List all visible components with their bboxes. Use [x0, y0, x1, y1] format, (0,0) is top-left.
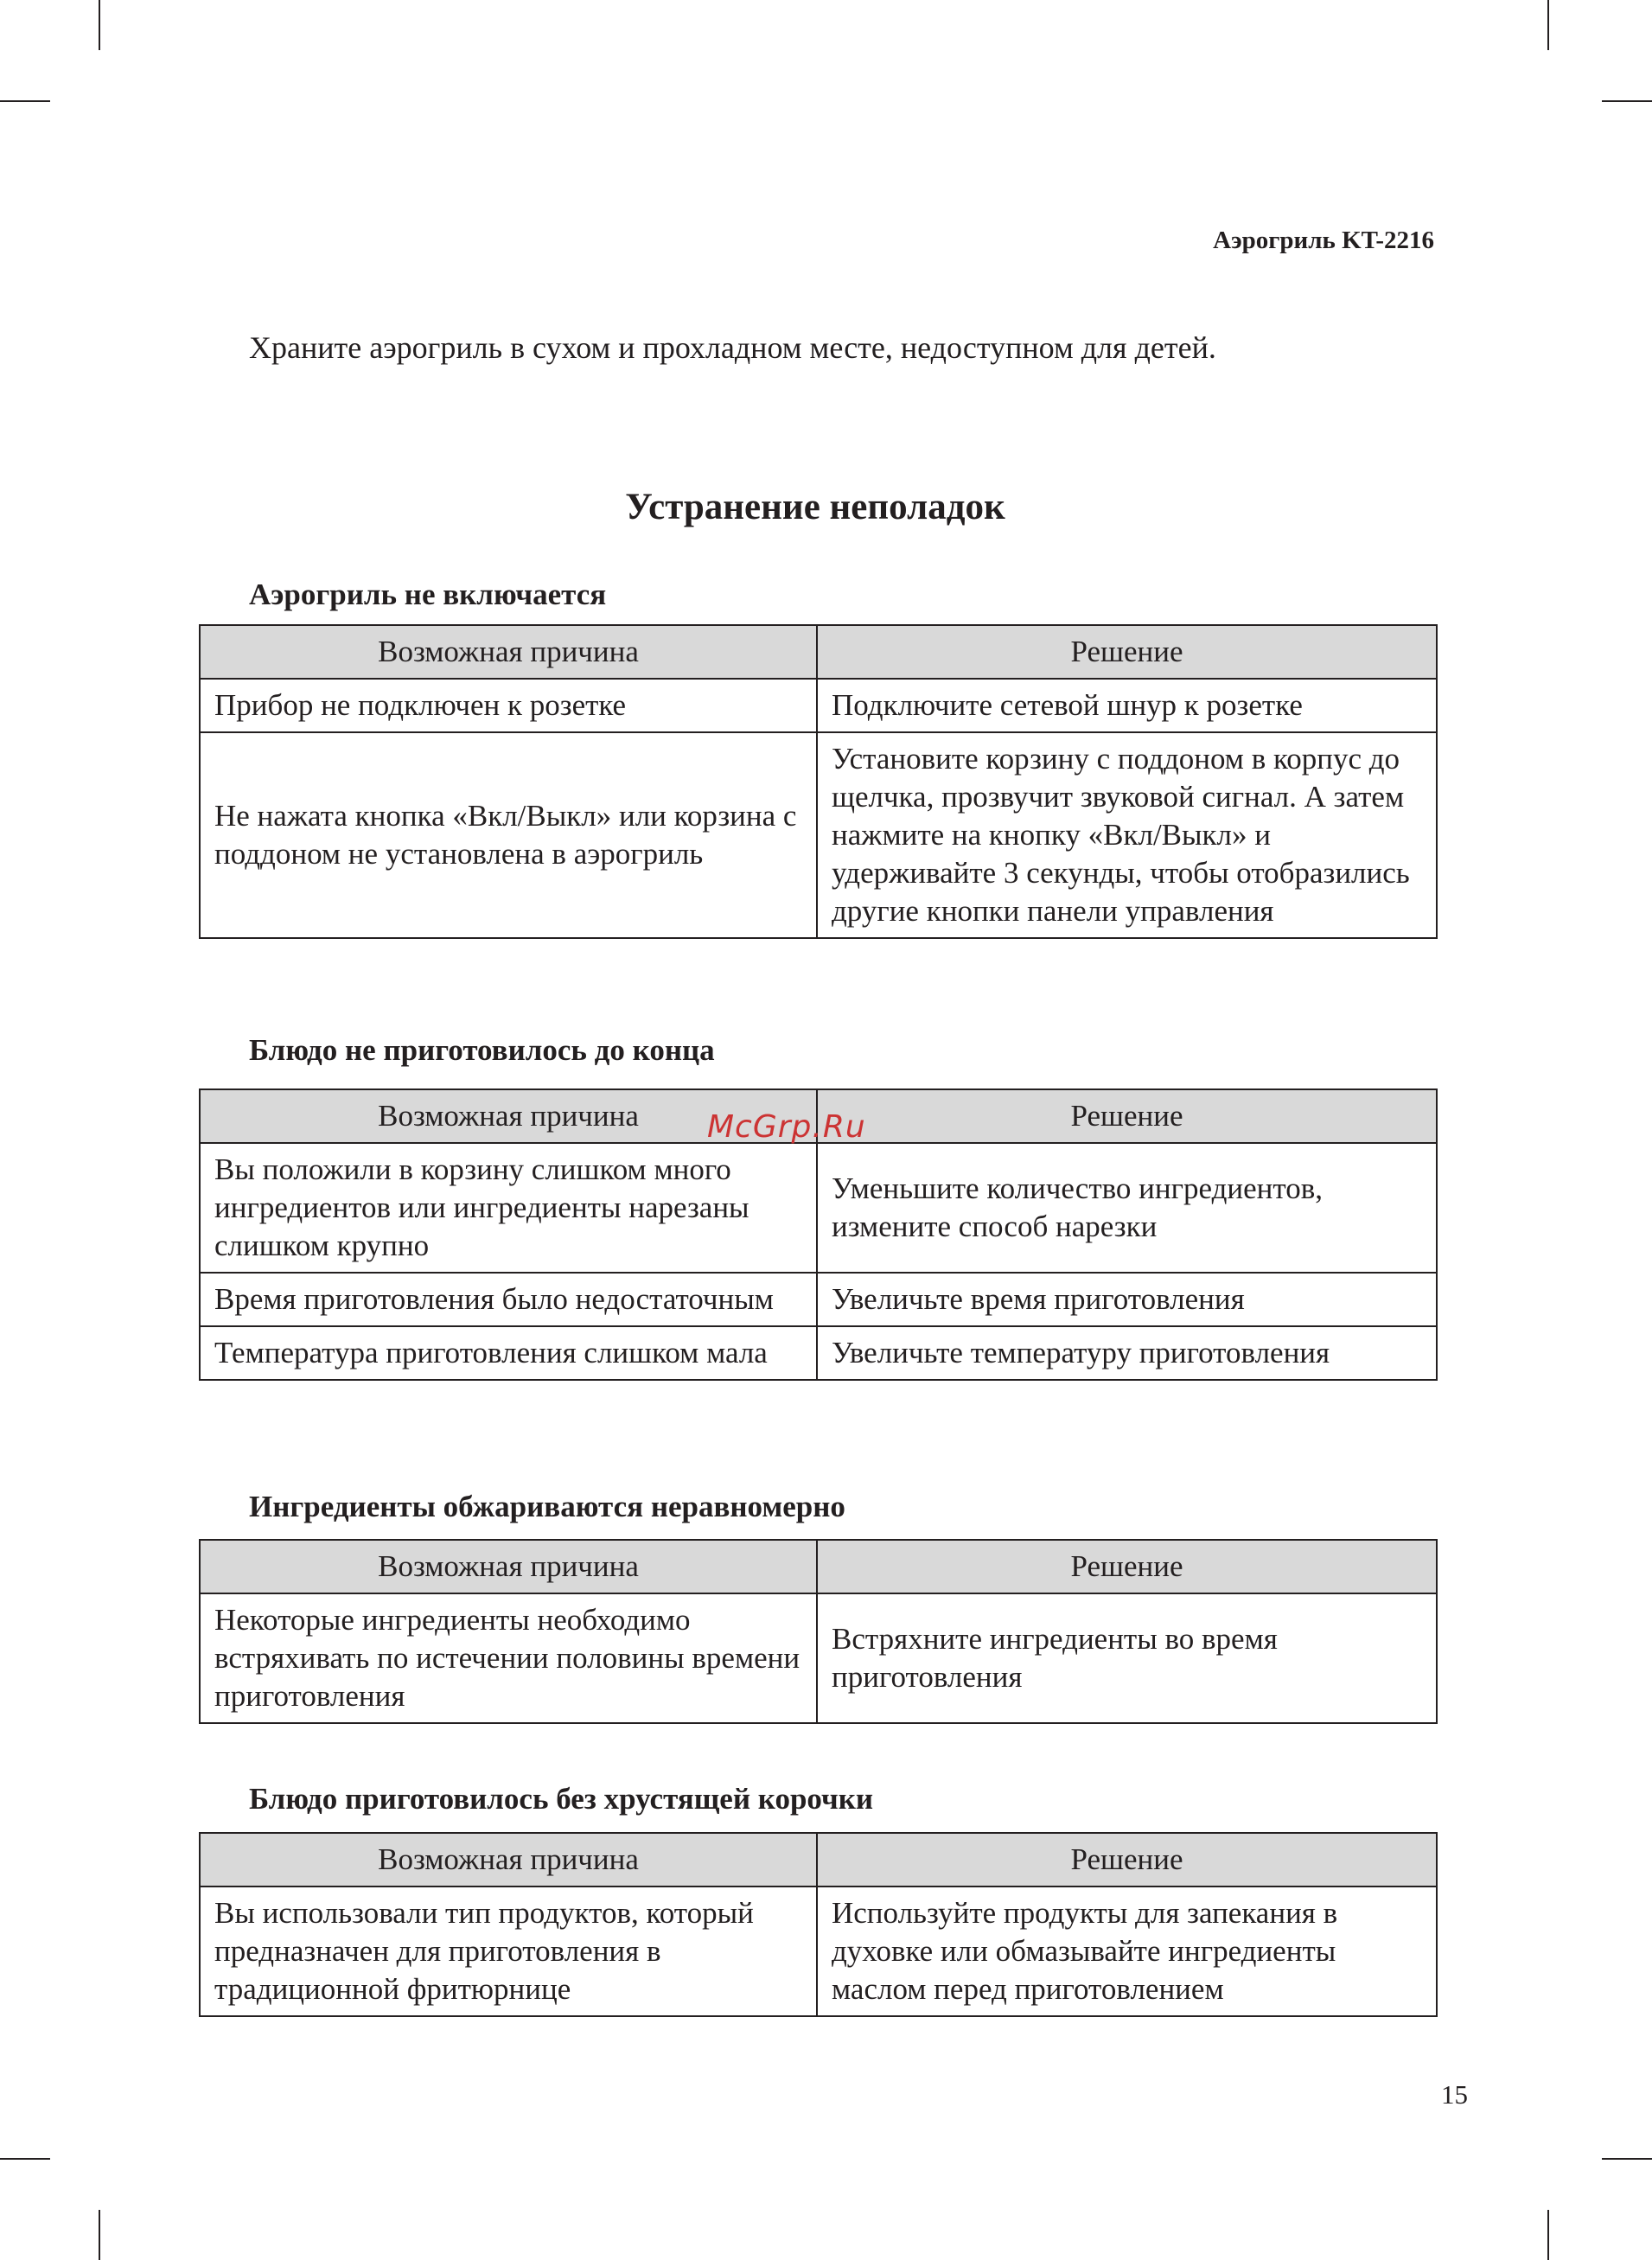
subheading-not-turning-on: Аэрогриль не включается [249, 578, 607, 611]
solution-cell: Встряхните ингредиенты во время приготовления [817, 1593, 1437, 1723]
table-row [200, 679, 1437, 732]
table-row [200, 1887, 1437, 2016]
cause-cell: Не нажата кнопка «Вкл/Выкл» или корзина с поддоном не установлена в аэрогриль [200, 732, 817, 938]
cause-cell: Вы положили в корзину слишком много ингредиентов или ингредиенты нарезаны слишком крупно [200, 1143, 817, 1273]
column-header-solution: Решение [817, 1089, 1437, 1143]
cause-cell: Вы использовали тип продуктов, который предназначен для приготовления в традиционной фритюрнице [200, 1887, 817, 2016]
cause-cell: Прибор не подключен к розетке [200, 679, 817, 732]
cause-cell: Некоторые ингредиенты необходимо встряхивать по истечении половины времени приготовления [200, 1593, 817, 1723]
crop-mark [1602, 2158, 1652, 2160]
column-header-cause: Возможная причина [200, 1540, 817, 1593]
troubleshooting-table [199, 1832, 1438, 2017]
crop-mark [1602, 100, 1652, 102]
table-row [200, 1593, 1437, 1723]
table-row [200, 1143, 1437, 1273]
crop-mark [99, 2210, 100, 2260]
watermark: McGrp.Ru [707, 1109, 866, 1145]
solution-cell: Подключите сетевой шнур к розетке [817, 679, 1437, 732]
table-row [200, 1326, 1437, 1380]
crop-mark [0, 2158, 50, 2160]
column-header-cause: Возможная причина [200, 1089, 817, 1143]
table-row [200, 732, 1437, 938]
column-header-solution: Решение [817, 1540, 1437, 1593]
section-title: Устранение неполадок [625, 487, 1005, 527]
running-header: Аэрогриль KT-2216 [1213, 227, 1434, 254]
troubleshooting-table [199, 624, 1438, 939]
solution-cell: Уменьшите количество ингредиентов, измените способ нарезки [817, 1143, 1437, 1273]
table-header-row [200, 1540, 1437, 1593]
column-header-cause: Возможная причина [200, 1833, 817, 1887]
subheading-no-crust: Блюдо приготовилось без хрустящей корочки [249, 1782, 874, 1816]
column-header-solution: Решение [817, 1833, 1437, 1887]
crop-mark [1547, 2210, 1549, 2260]
solution-cell: Увеличьте время приготовления [817, 1273, 1437, 1326]
column-header-solution: Решение [817, 625, 1437, 679]
crop-mark [1547, 0, 1549, 50]
table-row [200, 1273, 1437, 1326]
table-header-row [200, 1833, 1437, 1887]
subheading-uneven-frying: Ингредиенты обжариваются неравномерно [249, 1490, 845, 1523]
solution-cell: Установите корзину с поддоном в корпус до щелчка, прозвучит звуковой сигнал. А затем нажмите на кнопку «Вкл/Выкл» и удерживайте 3 секунды, чтобы отобразились другие кнопки панели управления [817, 732, 1437, 938]
column-header-cause: Возможная причина [200, 625, 817, 679]
intro-paragraph: Храните аэрогриль в сухом и прохладном месте, недоступном для детей. [249, 330, 1216, 365]
crop-mark [0, 100, 50, 102]
page-number: 15 [1441, 2079, 1468, 2110]
table-header-row [200, 625, 1437, 679]
troubleshooting-table [199, 1539, 1438, 1724]
crop-mark [99, 0, 100, 50]
cause-cell: Время приготовления было недостаточным [200, 1273, 817, 1326]
solution-cell: Увеличьте температуру приготовления [817, 1326, 1437, 1380]
solution-cell: Используйте продукты для запекания в духовке или обмазывайте ингредиенты маслом перед приготовлением [817, 1887, 1437, 2016]
subheading-not-cooked: Блюдо не приготовилось до конца [249, 1033, 715, 1067]
cause-cell: Температура приготовления слишком мала [200, 1326, 817, 1380]
